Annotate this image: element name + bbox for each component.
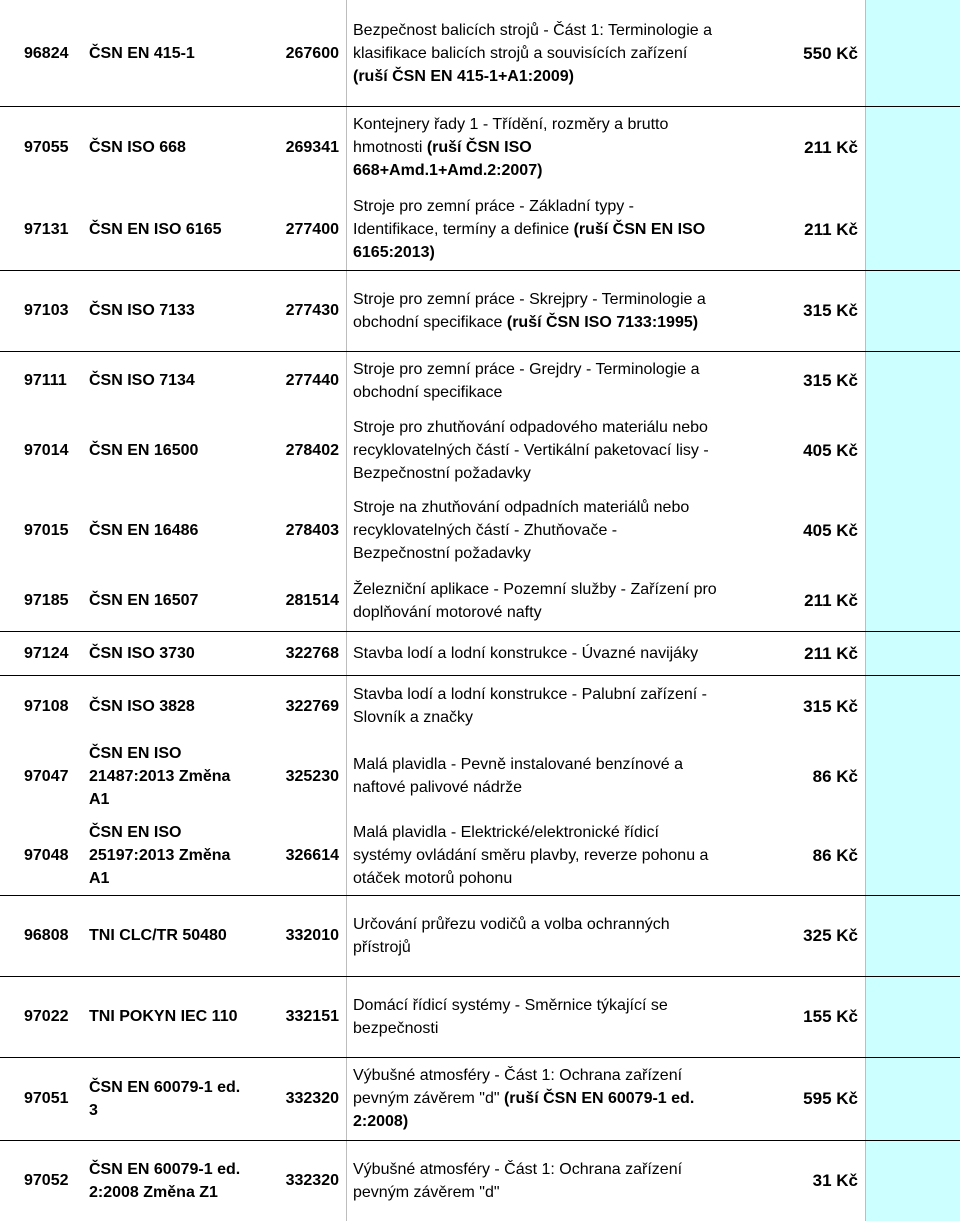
- catalogue-number-text: 322768: [285, 644, 339, 662]
- standard-designation-text: ČSN EN 415-1: [89, 44, 195, 62]
- catalogue-number-text: 281514: [285, 592, 339, 609]
- catalogue-number: [250, 815, 342, 895]
- catalogue-number: [250, 351, 342, 410]
- catalogue-number-text: 278402: [285, 441, 339, 459]
- catalogue-number: [250, 976, 342, 1057]
- description: [353, 270, 773, 351]
- description: [353, 895, 773, 976]
- product-code: [0, 976, 86, 1057]
- catalogue-number: [250, 1140, 342, 1221]
- product-code: [0, 1057, 86, 1140]
- product-code-text: 97051: [24, 1090, 69, 1107]
- product-code-text: 97014: [24, 441, 69, 459]
- table-row: [0, 895, 960, 976]
- standard-designation-text: ČSN ISO 7134: [89, 372, 195, 389]
- catalogue-number-text: 277440: [285, 372, 339, 389]
- product-code: [0, 351, 86, 410]
- price: [760, 815, 860, 895]
- product-code: [0, 490, 86, 570]
- price-text: 211 Kč: [804, 137, 858, 157]
- product-code: [0, 631, 86, 675]
- table-row: [0, 1140, 960, 1221]
- description: [353, 410, 773, 490]
- table-row: [0, 1057, 960, 1140]
- price: [760, 270, 860, 351]
- catalogue-number: [250, 188, 342, 270]
- standard-designation: [86, 895, 266, 976]
- price: [760, 1057, 860, 1140]
- description-text: Určování průřezu vodičů a volba ochranných přístrojů: [353, 915, 670, 956]
- table-row: [0, 570, 960, 631]
- catalogue-number: [250, 106, 342, 188]
- description: [353, 106, 773, 188]
- product-code: [0, 106, 86, 188]
- catalogue-number: [250, 737, 342, 815]
- price-text: 31 Kč: [812, 1171, 858, 1190]
- price: [760, 188, 860, 270]
- standard-designation-text: ČSN EN 16500: [89, 441, 199, 459]
- replaces-note: (ruší ČSN EN 415-1+A1:2009): [353, 67, 574, 85]
- price-text: 155 Kč: [803, 1007, 858, 1026]
- catalogue-number: [250, 410, 342, 490]
- catalogue-number-text: 326614: [285, 846, 339, 864]
- catalogue-number-text: 267600: [285, 44, 339, 62]
- standard-designation-text: ČSN EN ISO 6165: [89, 220, 222, 238]
- standard-designation-text: ČSN EN 16486: [89, 521, 199, 539]
- standard-designation-text: ČSN ISO 3828: [89, 697, 195, 715]
- standard-designation-text: ČSN EN 16507: [89, 592, 199, 609]
- description-text: Výbušné atmosféry - Část 1: Ochrana zařízení pevným závěrem "d": [353, 1160, 683, 1201]
- product-code-text: 96824: [24, 44, 69, 62]
- product-code-text: 97111: [24, 372, 67, 389]
- price-text: 86 Kč: [812, 845, 858, 865]
- price: [760, 631, 860, 675]
- product-code-text: 97015: [24, 521, 69, 539]
- product-code-text: 97047: [24, 767, 69, 785]
- catalogue-number-text: 277400: [285, 220, 339, 238]
- product-code-text: 97124: [24, 644, 69, 662]
- product-code-text: 97103: [24, 302, 69, 319]
- catalogue-number: [250, 490, 342, 570]
- table-row: [0, 106, 960, 188]
- table-row: [0, 490, 960, 570]
- catalogue-number-text: 332320: [285, 1172, 339, 1189]
- price-text: 595 Kč: [803, 1089, 858, 1108]
- product-code-text: 97048: [24, 846, 69, 864]
- replaces-note: (ruší ČSN ISO 7133:1995): [506, 313, 699, 331]
- product-code-text: 97185: [24, 592, 69, 609]
- price-text: 315 Kč: [803, 696, 858, 716]
- table-row: [0, 675, 960, 737]
- catalogue-number: [250, 0, 342, 106]
- price-text: 211 Kč: [804, 643, 858, 663]
- standard-designation-text: ČSN EN ISO 25197:2013 Změna A1: [89, 823, 231, 887]
- product-code: [0, 570, 86, 631]
- description: [353, 1057, 773, 1140]
- standard-designation: [86, 976, 266, 1057]
- description-text: Malá plavidla - Elektrické/elektronické řídicí systémy ovládání směru plavby, reverze pohonu a otáček motorů pohonu: [353, 823, 709, 887]
- price: [760, 570, 860, 631]
- table-row: [0, 270, 960, 351]
- catalogue-number-text: 332320: [285, 1090, 339, 1107]
- product-code-text: 97052: [24, 1172, 69, 1189]
- description: [353, 490, 773, 570]
- description: [353, 631, 773, 675]
- description-text: Stavba lodí a lodní konstrukce - Úvazné navijáky: [353, 644, 699, 662]
- price: [760, 895, 860, 976]
- price: [760, 106, 860, 188]
- standard-designation-text: TNI CLC/TR 50480: [89, 927, 227, 944]
- price-text: 405 Kč: [803, 520, 858, 540]
- price-text: 315 Kč: [803, 301, 858, 320]
- description-text: Stroje pro zemní práce - Skrejpry - Terminologie a obchodní specifikace: [353, 290, 706, 331]
- description: [353, 570, 773, 631]
- price: [760, 675, 860, 737]
- product-code: [0, 0, 86, 106]
- product-code-text: 97131: [24, 220, 69, 238]
- product-code-text: 97022: [24, 1008, 69, 1025]
- description: [353, 188, 773, 270]
- standard-designation-text: ČSN ISO 7133: [89, 302, 195, 319]
- product-code-text: 97108: [24, 697, 69, 715]
- catalogue-number: [250, 570, 342, 631]
- description-text: Malá plavidla - Pevně instalované benzínové a naftové palivové nádrže: [353, 756, 683, 796]
- price-text: 315 Kč: [803, 371, 858, 390]
- product-code-text: 97055: [24, 138, 69, 156]
- price-text: 86 Kč: [812, 766, 858, 786]
- price-text: 325 Kč: [803, 926, 858, 945]
- description-text: Bezpečnost balicích strojů - Část 1: Terminologie a klasifikace balicích strojů a souvisících zařízení: [353, 21, 712, 62]
- price: [760, 0, 860, 106]
- table-row: [0, 815, 960, 895]
- catalogue-number-text: 332010: [285, 927, 339, 944]
- standard-designation-text: ČSN EN ISO 21487:2013 Změna A1: [89, 744, 231, 808]
- product-code: [0, 410, 86, 490]
- replaces-note: (ruší ČSN EN 60079-1 ed. 2:2008): [353, 1090, 695, 1130]
- catalogue-number: [250, 675, 342, 737]
- description-text: Výbušné atmosféry - Část 1: Ochrana zařízení pevným závěrem "d": [353, 1067, 683, 1107]
- product-code: [0, 188, 86, 270]
- price-text: 211 Kč: [804, 591, 858, 610]
- description: [353, 0, 773, 106]
- standard-designation-text: ČSN ISO 668: [89, 138, 186, 156]
- table-row: [0, 737, 960, 815]
- table-row: [0, 976, 960, 1057]
- product-code: [0, 737, 86, 815]
- product-code: [0, 815, 86, 895]
- table-row: [0, 351, 960, 410]
- description-text: Železniční aplikace - Pozemní služby - Zařízení pro doplňování motorové nafty: [353, 580, 717, 621]
- table-row: [0, 0, 960, 106]
- standard-designation-text: ČSN ISO 3730: [89, 644, 195, 662]
- description: [353, 675, 773, 737]
- catalogue-number: [250, 270, 342, 351]
- price: [760, 976, 860, 1057]
- catalogue-number-text: 322769: [285, 697, 339, 715]
- product-code: [0, 895, 86, 976]
- catalogue-number-text: 278403: [285, 521, 339, 539]
- catalogue-number: [250, 631, 342, 675]
- product-code: [0, 675, 86, 737]
- catalogue-number-text: 325230: [285, 767, 339, 785]
- description-text: Stroje pro zhutňování odpadového materiálu nebo recyklovatelných částí - Vertikální paketovací lisy - Bezpečnostní požadavky: [353, 418, 709, 482]
- standard-designation-text: ČSN EN 60079-1 ed. 2:2008 Změna Z1: [89, 1160, 241, 1201]
- catalogue-number-text: 269341: [285, 138, 339, 156]
- description: [353, 737, 773, 815]
- description: [353, 1140, 773, 1221]
- catalogue-number-text: 332151: [285, 1008, 339, 1025]
- description-text: Stroje pro zemní práce - Základní typy - Identifikace, termíny a definice: [353, 197, 634, 238]
- product-code: [0, 1140, 86, 1221]
- standard-designation-text: ČSN EN 60079-1 ed. 3: [89, 1078, 241, 1119]
- catalogue-number: [250, 1057, 342, 1140]
- table-row: [0, 631, 960, 675]
- description-text: Kontejnery řady 1 - Třídění, rozměry a brutto hmotnosti: [353, 115, 669, 156]
- description-text: Stroje na zhutňování odpadních materiálů nebo recyklovatelných částí - Zhutňovače - Bezpečnostní požadavky: [353, 498, 690, 562]
- catalogue-number: [250, 895, 342, 976]
- product-code-text: 96808: [24, 927, 69, 944]
- price: [760, 1140, 860, 1221]
- description-text: Stavba lodí a lodní konstrukce - Palubní zařízení - Slovník a značky: [353, 686, 707, 726]
- product-code: [0, 270, 86, 351]
- price-text: 550 Kč: [803, 43, 858, 63]
- price: [760, 410, 860, 490]
- description: [353, 976, 773, 1057]
- price: [760, 490, 860, 570]
- standard-designation-text: TNI POKYN IEC 110: [89, 1008, 238, 1025]
- replaces-note: (ruší ČSN ISO 668+Amd.1+Amd.2:2007): [353, 138, 543, 179]
- description-text: Domácí řídicí systémy - Směrnice týkající se bezpečnosti: [353, 996, 668, 1037]
- description-text: Stroje pro zemní práce - Grejdry - Terminologie a obchodní specifikace: [353, 360, 700, 401]
- description: [353, 815, 773, 895]
- replaces-note: (ruší ČSN EN ISO 6165:2013): [353, 220, 706, 261]
- table-row: [0, 410, 960, 490]
- price-text: 211 Kč: [804, 219, 858, 239]
- table-row: [0, 188, 960, 270]
- description: [353, 351, 773, 410]
- catalogue-number-text: 277430: [285, 302, 339, 319]
- price: [760, 737, 860, 815]
- price: [760, 351, 860, 410]
- price-text: 405 Kč: [803, 440, 858, 460]
